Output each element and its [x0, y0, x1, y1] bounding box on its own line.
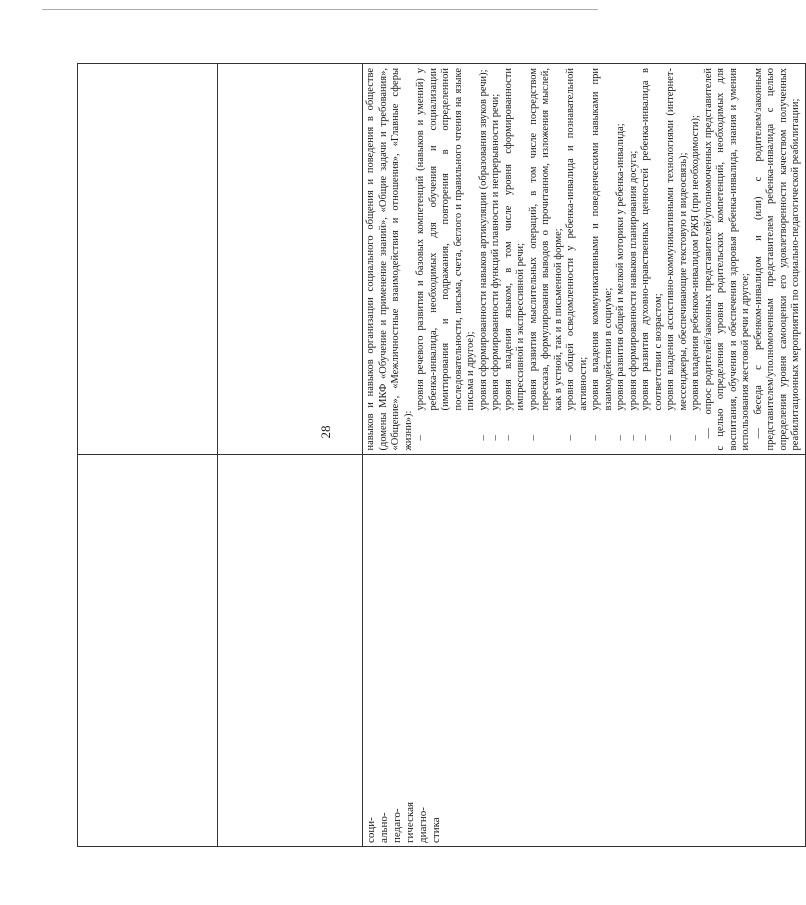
list-item: – уровня развития духовно-нравственных ценностей ребенка-инвалида в соответствии с возрастом;: [640, 68, 664, 441]
list-item: – уровня развития общей и мелкой моторики у ребенка-инвалида;: [615, 123, 626, 441]
list-item: – уровня сформированности навыков планирования досуга;: [627, 150, 639, 441]
content-table: [77, 63, 806, 847]
table-row-header: [78, 64, 218, 847]
table-cell-empty-2: [78, 64, 218, 456]
list-item: – уровня развития мыслительных операций, в том числе посредством пересказа, формулирования выводов о прочитанном, изложения мыслей, как в устной, так и в письменной форме;: [527, 68, 564, 441]
page-number: 28: [318, 425, 333, 439]
row-label-cell: [363, 455, 806, 847]
row-label-line: диагно-: [417, 807, 429, 843]
row-label-line: ально-: [378, 812, 390, 843]
list-item: – уровня владения коммуникативными и поведенческими навыками при взаимодействии в социуме;: [590, 68, 614, 441]
row-label-line: гическая: [404, 801, 416, 843]
table-row-header-2: [218, 64, 363, 847]
row-label-line: стика: [430, 817, 442, 843]
list-item: – уровня речевого развития и базовых компетенций (навыков и умений) у ребенка-инвалида, необходимых для обучения и социализации (имитирования и подражания, повторения в определенной последовательности, письма, счета, беглого и правильного чтения на языке письма и другое);: [415, 68, 476, 441]
list-item: – уровня владения языком, в том числе уровня сформированности импрессивной и экспрессивной речи;: [502, 68, 526, 441]
list-item: – уровня сформированности функций плавности и непрерывности речи;: [490, 93, 501, 441]
conversation-paragraph: —беседа с ребенком-инвалидом и (или) с родителем/законным представителем/уполномоченным представителем ребенка-инвалида с целью определения уровня самооценки его удовлетворенности качеством полученных реабилитационных мероприятий по социально-педагогической реабилитации;: [752, 68, 801, 451]
table-cell-empty-3: [218, 455, 363, 847]
table-cell-empty-4: [218, 64, 363, 456]
table-cell-empty-1: [78, 455, 218, 847]
row-label-line: педаго-: [391, 808, 403, 843]
table-row-diagnostics: [363, 64, 806, 847]
list-item: – уровня владения ребенком-инвалидом РЖЯ (при необходимости);: [690, 115, 701, 441]
row-label-line: соци-: [365, 817, 377, 843]
scan-top-edge: [42, 9, 598, 10]
list-item: – уровня общей осведомленности у ребенка-инвалида и познавательной активности;: [565, 68, 589, 441]
description-cell: [363, 64, 806, 456]
list-item: – уровня сформированности навыков артикуляции (образования звуков речи);: [477, 69, 489, 441]
rotated-page-content: [77, 63, 801, 847]
list-item: – уровня владения ассистивно-коммуникативными технологиями (интернет-мессенджеры, обеспечивающие текстовую и видеосвязь);: [665, 68, 689, 441]
assessment-list: [415, 68, 703, 451]
intro-text: навыков и навыков организации социального общения и поведения в обществе (домены МКФ «Обучение и применение знаний», «Общие задачи и требования», «Общение», «Межличностные взаимодействия и отношения», «Главные сферы жизни»):: [365, 68, 414, 451]
parents-survey-paragraph: —опрос родителей/законных представителей/уполномоченных представителей с целью определения уровня родительских компетенций, необходимых для воспитания, обучения и обеспечения здоровья ребенка-инвалида, знания и умения использования жестовой речи и другое;: [702, 68, 751, 451]
